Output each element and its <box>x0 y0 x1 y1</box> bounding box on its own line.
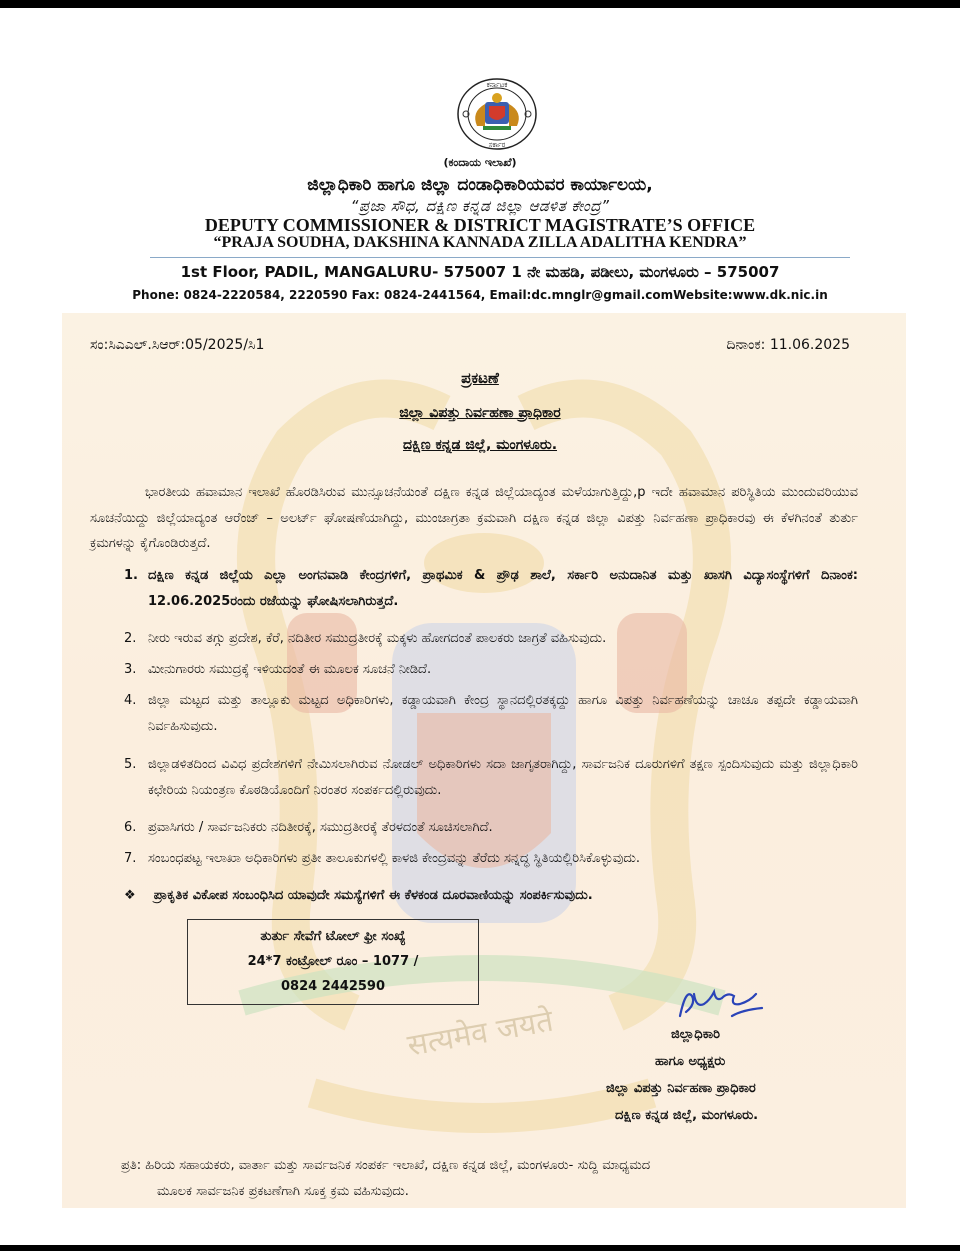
helpline-phone: 0824 2442590 <box>280 979 386 994</box>
building-name-english: “PRAJA SOUDHA, DAKSHINA KANNADA ZILLA ADALITHA KENDRA” <box>213 234 747 251</box>
copy-to-line: ಪ್ರತಿ: ಹಿರಿಯ ಸಹಾಯಕರು, ವಾರ್ತಾ ಮತ್ತು ಸಾರ್ವಜನಿಕ ಸಂಪರ್ಕ ಇಲಾಖೆ, ದಕ್ಷಿಣ ಕನ್ನಡ ಜಿಲ್ಲೆ, ಮಂಗಳೂರು- ಸುದ್ದಿ ಮಾಧ್ಯಮದ <box>121 1158 651 1173</box>
list-item <box>124 563 858 614</box>
list-item-number: 4. <box>124 693 137 708</box>
list-item-number: 3. <box>124 662 137 677</box>
list-item-number: 6. <box>124 820 137 835</box>
list-item-text: ಮೀನುಗಾರರು ಸಮುದ್ರಕ್ಕೆ ಇಳಿಯದಂತೆ ಈ ಮೂಲಕ ಸೂಚನೆ ನೀಡಿದೆ. <box>148 662 432 677</box>
signatory-authority: ಜಿಲ್ಲಾ ವಿಪತ್ತು ನಿರ್ವಹಣಾ ಪ್ರಾಧಿಕಾರ <box>606 1081 756 1096</box>
signatory-role: ಹಾಗೂ ಅಧ್ಯಕ್ಷರು <box>655 1054 726 1069</box>
helpline-box <box>187 919 479 1005</box>
intro-paragraph: ಭಾರತೀಯ ಹವಾಮಾನ ಇಲಾಖೆ ಹೊರಡಿಸಿರುವ ಮುನ್ಸೂಚನೆಯಂತೆ ದಕ್ಷಿಣ ಕನ್ನಡ ಜಿಲ್ಲೆಯಾದ್ಯಂತ ಮಳೆಯಾಗುತ್ತಿದ್ದು,p ಇದೇ ಹವಾಮಾನ ಪರಿಸ್ಥಿತಿಯ ಮುಂದುವರಿಯುವ ಸೂಚನೆಯಿದ್ದು ಜಿಲ್ಲೆಯಾದ್ಯಂತ ಆರೆಂಜ್ – ಅಲರ್ಟ್ ಘೋಷಣೆಯಾಗಿದ್ದು, ಮುಂಜಾಗ್ರತಾ ಕ್ರಮವಾಗಿ ದಕ್ಷಿಣ ಕನ್ನಡ ಜಿಲ್ಲಾ ವಿಪತ್ತು ನಿರ್ವಹಣಾ ಪ್ರಾಧಿಕಾರವು ಈ ಕೆಳಗಿನಂತೆ ತುರ್ತು ಕ್ರಮಗಳನ್ನು ಕೈಗೊಂಡಿರುತ್ತದೆ. <box>90 485 858 551</box>
signature-icon <box>672 986 782 1024</box>
location-title: ದಕ್ಷಿಣ ಕನ್ನಡ ಜಿಲ್ಲೆ, ಮಂಗಳೂರು. <box>402 437 558 453</box>
list-item-number: 5. <box>124 757 137 772</box>
reference-number: ಸಂ:ಸಿಎಎಲ್.ಸಿಆರ್:05/2025/ಸಿ1 <box>90 337 265 353</box>
helpline-note <box>124 888 593 903</box>
list-item-text: ಜಿಲ್ಲಾಡಳಿತದಿಂದ ವಿವಿಧ ಪ್ರದೇಶಗಳಿಗೆ ನೇಮಿಸಲಾಗಿರುವ ನೋಡಲ್ ಅಧಿಕಾರಿಗಳು ಸದಾ ಜಾಗೃತರಾಗಿದ್ದು, ಸಾರ್ವಜನಿಕ ದೂರುಗಳಿಗೆ ತಕ್ಷಣ ಸ್ಪಂದಿಸುವುದು ಮತ್ತು ಜಿಲ್ಲಾಧಿಕಾರಿ ಕಛೇರಿಯ ನಿಯಂತ್ರಣ ಕೊಠಡಿಯೊಂದಿಗೆ ನಿರಂತರ ಸಂಪರ್ಕದಲ್ಲಿರುವುದು. <box>148 757 858 798</box>
signatory-location: ದಕ್ಷಿಣ ಕನ್ನಡ ಜಿಲ್ಲೆ, ಮಂಗಳೂರು. <box>615 1108 759 1123</box>
list-item <box>124 657 858 683</box>
contact-line: Phone: 0824-2220584, 2220590 Fax: 0824-2441564, Email:dc.mnglr@gmail.comWebsite:www.dk.nic.in <box>132 288 828 302</box>
office-name-kannada: ಜಿಲ್ಲಾಧಿಕಾರಿ ಹಾಗೂ ಜಿಲ್ಲಾ ದಂಡಾಧಿಕಾರಿಯವರ ಕಾರ್ಯಾಲಯ, <box>307 175 653 195</box>
list-item-number: 7. <box>124 851 137 866</box>
department-label: (ಕಂದಾಯ ಇಲಾಖೆ) <box>443 156 517 169</box>
list-item <box>124 846 858 872</box>
emblem-top-text: ಕರ್ನಾಟಕ <box>486 81 508 89</box>
list-item <box>124 815 858 841</box>
diamond-bullet-icon: ❖ <box>124 888 136 903</box>
helpline-control-room: 24*7 ಕಂಟ್ರೋಲ್ ರೂಂ – 1077 / <box>247 954 419 969</box>
copy-to-line: ಮೂಲಕ ಸಾರ್ವಜನಿಕ ಪ್ರಕಟಣೆಗಾಗಿ ಸೂಕ್ತ ಕ್ರಮ ವಹಿಸುವುದು. <box>157 1184 409 1199</box>
office-address: 1st Floor, PADIL, MANGALURU- 575007 1 ನೇ ಮಹಡಿ, ಪಡೀಲು, ಮಂಗಳೂರು – 575007 <box>180 263 780 281</box>
list-item <box>124 752 858 803</box>
list-item-text: ನೀರು ಇರುವ ತಗ್ಗು ಪ್ರದೇಶ, ಕೆರೆ, ನದಿತೀರ ಸಮುದ್ರತೀರಕ್ಕೆ ಮಕ್ಕಳು ಹೋಗದಂತೆ ಪಾಲಕರು ಜಾಗ್ರತೆ ವಹಿಸುವುದು. <box>148 631 607 646</box>
list-item-text: ಸಂಬಂಧಪಟ್ಟ ಇಲಾಖಾ ಅಧಿಕಾರಿಗಳು ಪ್ರತೀ ತಾಲೂಕುಗಳಲ್ಲಿ ಕಾಳಜಿ ಕೇಂದ್ರವನ್ನು ತೆರೆದು ಸನ್ನದ್ಧ ಸ್ಥಿತಿಯಲ್ಲಿರಿಸಿಕೊಳ್ಳುವುದು. <box>148 851 640 866</box>
list-item <box>124 688 858 739</box>
bottom-border <box>0 1245 960 1251</box>
signatory-title: ಜಿಲ್ಲಾಧಿಕಾರಿ <box>671 1027 720 1042</box>
office-name-english: DEPUTY COMMISSIONER & DISTRICT MAGISTRATE’S OFFICE <box>204 215 756 235</box>
karnataka-emblem-icon <box>455 76 539 152</box>
building-name-kannada: “ಪ್ರಜಾ ಸೌಧ, ದಕ್ಷಿಣ ಕನ್ನಡ ಜಿಲ್ಲಾ ಆಡಳಿತ ಕೇಂದ್ರ” <box>350 197 610 215</box>
top-border <box>0 0 960 8</box>
list-item-text: ದಕ್ಷಿಣ ಕನ್ನಡ ಜಿಲ್ಲೆಯ ಎಲ್ಲಾ ಅಂಗನವಾಡಿ ಕೇಂದ್ರಗಳಿಗೆ, ಪ್ರಾಥಮಿಕ & ಪ್ರೌಢ ಶಾಲೆ, ಸರ್ಕಾರಿ ಅನುದಾನಿತ ಮತ್ತು ಖಾಸಗಿ ವಿದ್ಯಾಸಂಸ್ಥೆಗಳಿಗೆ ದಿನಾಂಕ: 12.06.2025ರಂದು ರಜೆಯನ್ನು ಘೋಷಿಸಲಾಗಿರುತ್ತದೆ. <box>148 568 858 609</box>
watermark-motto: सत्यमेव जयते <box>404 1003 556 1064</box>
list-item-number: 2. <box>124 631 137 646</box>
list-item-text: ಪ್ರವಾಸಿಗರು / ಸಾರ್ವಜನಿಕರು ನದಿತೀರಕ್ಕೆ, ಸಮುದ್ರತೀರಕ್ಕೆ ತೆರಳದಂತೆ ಸೂಚಿಸಲಾಗಿದೆ. <box>148 820 493 835</box>
emblem-bottom-text: ಸರ್ಕಾರ <box>488 141 506 149</box>
document-date: ದಿನಾಂಕ: 11.06.2025 <box>726 337 850 353</box>
helpline-title: ತುರ್ತು ಸೇವೆಗೆ ಟೋಲ್ ಫ್ರೀ ಸಂಖ್ಯೆ <box>260 929 406 944</box>
copy-to-section <box>121 1153 821 1205</box>
list-item-number: 1. <box>124 568 138 583</box>
list-item-text: ಜಿಲ್ಲಾ ಮಟ್ಟದ ಮತ್ತು ತಾಲ್ಲೂಕು ಮಟ್ಟದ ಅಧಿಕಾರಿಗಳು, ಕಡ್ಡಾಯವಾಗಿ ಕೇಂದ್ರ ಸ್ಥಾನದಲ್ಲಿರತಕ್ಕದ್ದು ಹಾಗೂ ವಿಪತ್ತು ನಿರ್ವಹಣೆಯನ್ನು ಚಾಚೂ ತಪ್ಪದೇ ಕಡ್ಡಾಯವಾಗಿ ನಿರ್ವಹಿಸುವುದು. <box>148 693 858 734</box>
header-divider <box>150 257 850 258</box>
list-item <box>124 626 858 652</box>
helpline-note-text: ಪ್ರಾಕೃತಿಕ ವಿಕೋಪ ಸಂಬಂಧಿಸಿದ ಯಾವುದೇ ಸಮಸ್ಯೆಗಳಿಗೆ ಈ ಕೆಳಕಂಡ ದೂರವಾಣಿಯನ್ನು ಸಂಪರ್ಕಿಸುವುದು. <box>153 888 593 903</box>
page-title: ಪ್ರಕಟಣೆ <box>461 369 499 387</box>
authority-title: ಜಿಲ್ಲಾ ವಿಪತ್ತು ನಿರ್ವಹಣಾ ಪ್ರಾಧಿಕಾರ <box>399 405 561 421</box>
